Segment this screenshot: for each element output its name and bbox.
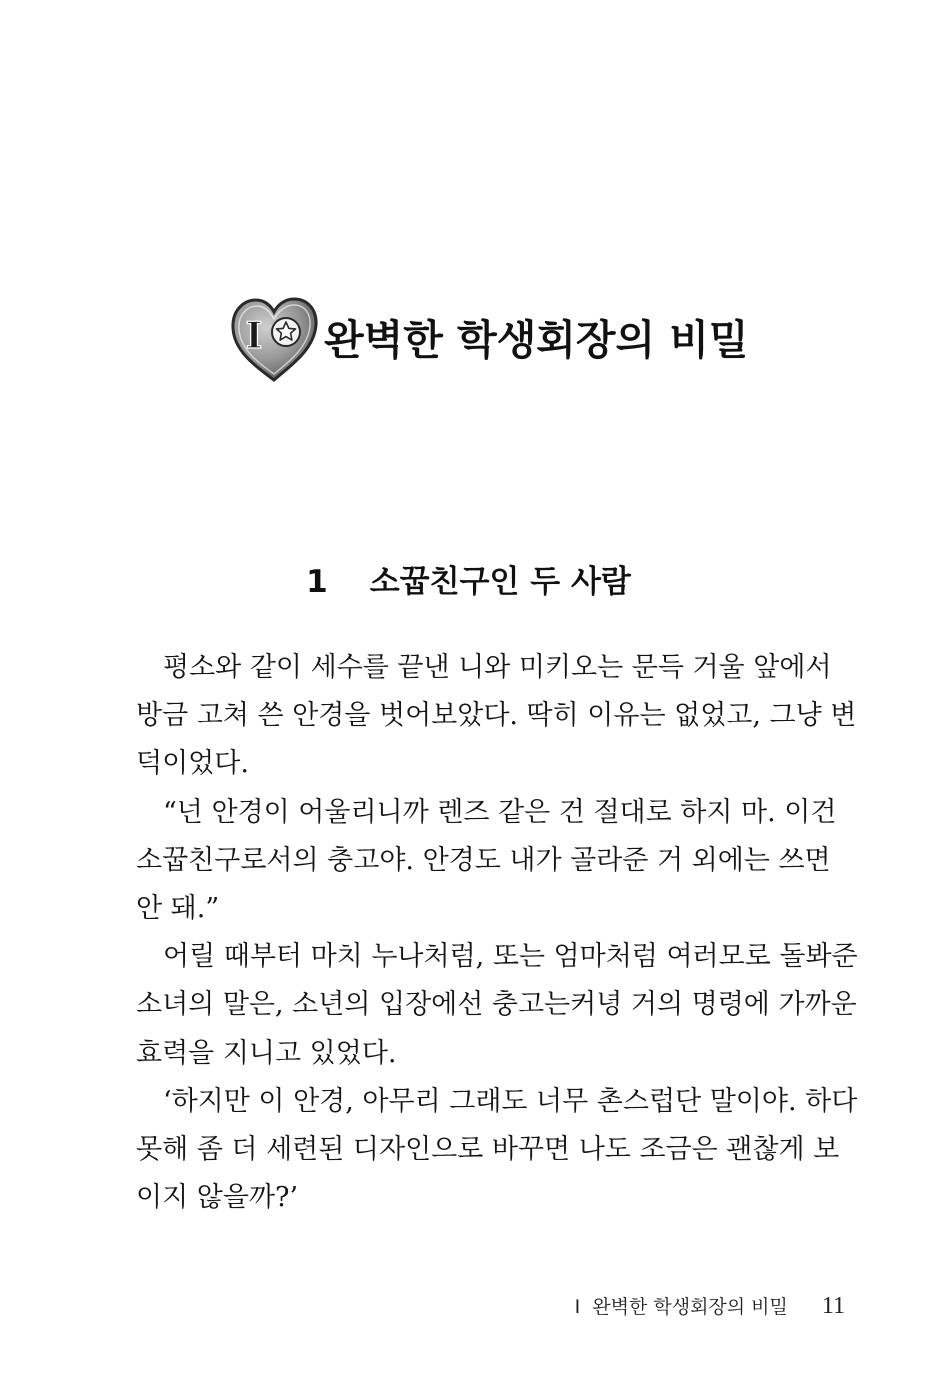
page-number: 11	[821, 1293, 845, 1319]
text-line: ‘하지만 이 안경, 아무리 그래도 너무 촌스럽단 말이야. 하다	[163, 1085, 858, 1117]
text-line: 어릴 때부터 마치 누나처럼, 또는 엄마처럼 여러모로 돌봐준	[163, 941, 858, 973]
chapter-title: 완벽한 학생회장의 비밀	[324, 315, 749, 364]
text-line: 소꿉친구로서의 충고야. 안경도 내가 골라준 거 외에는 쓰면	[136, 844, 831, 876]
text-line: 평소와 같이 세수를 끝낸 니와 미키오는 문득 거울 앞에서	[163, 652, 832, 683]
heart-badge-icon	[228, 294, 320, 386]
section-heading	[0, 556, 937, 601]
body-text	[136, 644, 858, 1222]
text-line: 덕이었다.	[136, 748, 249, 780]
text-line: 안 돼.”	[136, 892, 220, 924]
footer-running-title: 완벽한 학생회장의 비밀	[592, 1296, 788, 1318]
chapter-heading	[228, 290, 749, 390]
text-line: 소녀의 말은, 소년의 입장에선 충고는커녕 거의 명령에 가까운	[136, 989, 857, 1021]
text-line: 이지 않을까?’	[136, 1182, 299, 1214]
text-line: 못해 좀 더 세련된 디자인으로 바꾸면 나도 조금은 괜찮게 보	[136, 1133, 840, 1165]
footer-chapter-mark: I	[574, 1296, 581, 1318]
badge-letter: I	[245, 315, 263, 357]
text-line: 효력을 지니고 있었다.	[136, 1037, 397, 1069]
text-line: “넌 안경이 어울리니까 렌즈 같은 건 절대로 하지 마. 이건	[163, 796, 837, 828]
running-footer	[575, 1292, 845, 1324]
text-line: 방금 고쳐 쓴 안경을 벗어보았다. 딱히 이유는 없었고, 그냥 변	[136, 700, 857, 732]
section-number: 1	[306, 564, 328, 600]
section-title: 소꿉친구인 두 사람	[369, 564, 631, 600]
star-icon	[272, 318, 300, 346]
